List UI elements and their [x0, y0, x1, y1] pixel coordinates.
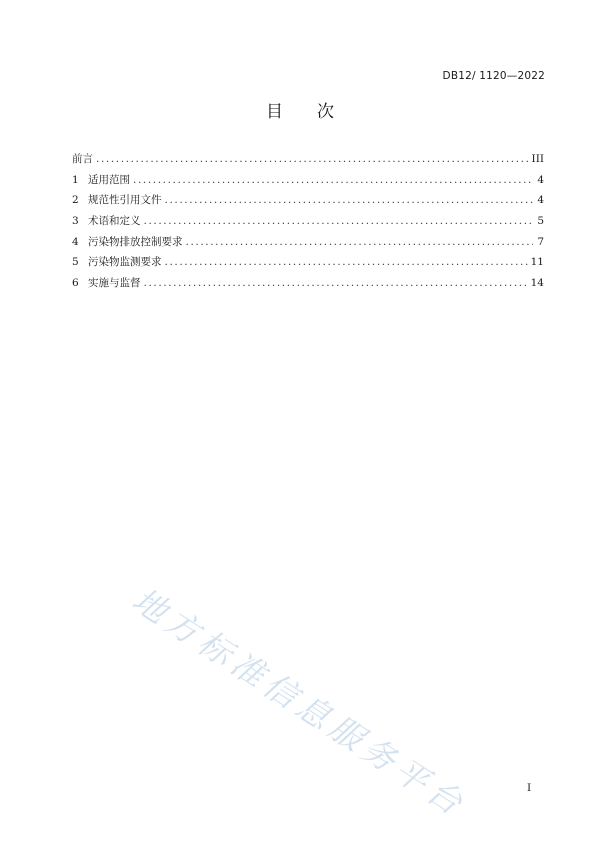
toc-entry-4[interactable] — [72, 235, 544, 256]
toc-entry-label: 前言 — [72, 153, 93, 165]
toc-entry-6[interactable] — [72, 276, 544, 297]
toc-entry-number: 1 — [72, 173, 79, 186]
document-code: DB12/ 1120—2022 — [442, 70, 545, 82]
watermark: 地方标准信息服务平台 — [125, 580, 474, 826]
toc-entry-page: 11 — [530, 256, 544, 269]
table-of-contents — [72, 152, 544, 297]
toc-entry-foreword[interactable] — [72, 152, 544, 173]
page-title — [0, 97, 600, 122]
toc-dot-leader — [144, 276, 528, 290]
toc-dot-leader — [96, 152, 529, 166]
toc-entry-label: 适用范围 — [88, 173, 130, 186]
toc-entry-page: 4 — [537, 194, 544, 207]
toc-dot-leader — [165, 193, 534, 207]
toc-dot-leader — [186, 235, 534, 249]
toc-entry-5[interactable] — [72, 255, 544, 276]
toc-entry-page: 5 — [537, 215, 544, 228]
toc-entry-number: 5 — [72, 256, 79, 269]
toc-entry-number: 4 — [72, 235, 79, 248]
toc-entry-number: 2 — [72, 194, 79, 207]
toc-entry-label: 规范性引用文件 — [88, 194, 162, 207]
toc-entry-number: 6 — [72, 277, 79, 290]
toc-entry-page: III — [531, 153, 544, 165]
toc-entry-1[interactable] — [72, 173, 544, 194]
toc-entry-label: 术语和定义 — [88, 215, 141, 228]
toc-entry-label: 污染物监测要求 — [88, 256, 162, 269]
toc-entry-label: 实施与监督 — [88, 277, 141, 290]
toc-dot-leader — [144, 214, 534, 228]
page-number: I — [527, 782, 532, 794]
toc-dot-leader — [133, 173, 533, 187]
toc-entry-page: 14 — [530, 277, 544, 290]
title-char-1: 目 — [266, 102, 283, 122]
toc-entry-label: 污染物排放控制要求 — [88, 235, 183, 248]
toc-entry-number: 3 — [72, 215, 79, 228]
toc-entry-page: 4 — [537, 173, 544, 186]
toc-entry-page: 7 — [537, 235, 544, 248]
toc-entry-2[interactable] — [72, 193, 544, 214]
toc-dot-leader — [165, 255, 528, 269]
toc-entry-3[interactable] — [72, 214, 544, 235]
title-char-2: 次 — [317, 102, 334, 122]
